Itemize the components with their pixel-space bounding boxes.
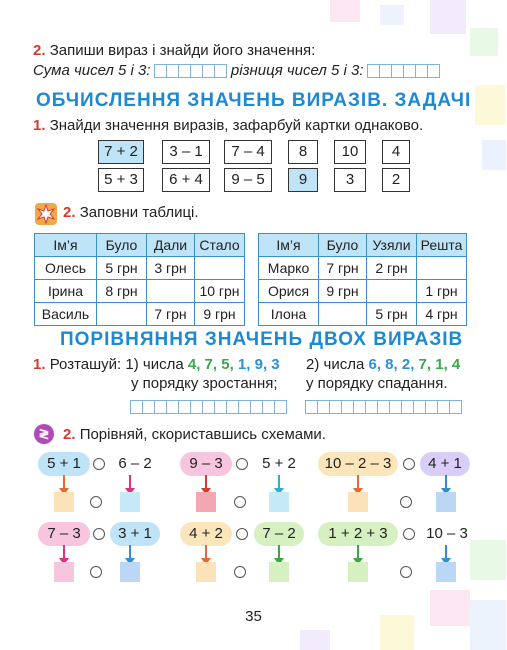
diff-label: різниця чисел 5 і 3:	[230, 62, 364, 79]
decor-square	[475, 85, 505, 125]
answer-square[interactable]	[54, 562, 74, 582]
expression-card[interactable]: 3 – 1	[162, 140, 210, 164]
arrow-icon	[205, 545, 207, 559]
compare-circle[interactable]	[234, 496, 246, 508]
decor-square	[380, 5, 404, 25]
answer-cell[interactable]	[147, 280, 195, 303]
answer-row	[306, 398, 462, 416]
page-number: 35	[245, 608, 262, 625]
table-cell: 1 грн	[417, 280, 467, 303]
expression-card[interactable]: 6 + 4	[162, 168, 210, 192]
expression: 6 – 2	[118, 455, 152, 472]
decor-square	[430, 0, 466, 34]
section-heading: ОБЧИСЛЕННЯ ЗНАЧЕНЬ ВИРАЗІВ. ЗАДАЧІ	[36, 90, 472, 111]
table-given	[34, 233, 245, 326]
task-text: Запиши вираз і знайди його значення:	[49, 42, 316, 59]
star-icon	[35, 203, 57, 225]
table-cell: 10 грн	[195, 280, 245, 303]
answer-cells[interactable]	[368, 64, 440, 78]
task-part2	[306, 356, 460, 373]
task-instruction	[33, 356, 280, 373]
table-cell: 9 грн	[319, 280, 367, 303]
value-card[interactable]: 3	[334, 168, 366, 192]
expression-oval: 5 + 1	[38, 452, 90, 476]
task-number: 2.	[63, 204, 76, 221]
part2-order: у порядку спадання.	[306, 375, 448, 392]
value-card[interactable]: 9	[288, 168, 318, 192]
table-cell: 2 грн	[367, 257, 417, 280]
value-card[interactable]: 10	[334, 140, 366, 164]
compare-circle[interactable]	[400, 566, 412, 578]
expression-oval: 7 – 3	[38, 522, 90, 546]
arrow-icon	[63, 545, 65, 559]
answer-cells[interactable]	[131, 400, 287, 414]
task-instruction	[33, 117, 423, 134]
task-number: 2.	[63, 426, 76, 443]
expression-oval: 3 + 1	[110, 522, 160, 546]
answer-cell[interactable]	[319, 303, 367, 326]
arrow-icon	[129, 545, 131, 559]
compare-circle[interactable]	[90, 566, 102, 578]
sum-label: Сума чисел 5 і 3:	[33, 62, 151, 79]
table-row	[35, 280, 245, 303]
arrow-icon	[357, 545, 359, 559]
table-cell: 5 грн	[97, 257, 147, 280]
task-lead: Розташуй:	[49, 356, 122, 373]
compare-icon: ≷	[34, 424, 54, 444]
compare-circle[interactable]	[93, 458, 105, 470]
expression-oval: 10 – 2 – 3	[318, 452, 398, 476]
section-heading: ПОРІВНЯННЯ ЗНАЧЕНЬ ДВОХ ВИРАЗІВ	[60, 329, 464, 350]
table-cell: 8 грн	[97, 280, 147, 303]
table-header: Дали	[147, 234, 195, 257]
compare-circle[interactable]	[400, 496, 412, 508]
expression-card[interactable]: 5 + 3	[98, 168, 144, 192]
compare-circle[interactable]	[403, 528, 415, 540]
table-row	[35, 303, 245, 326]
task-text: Заповни таблиці.	[79, 204, 199, 221]
decor-square	[482, 140, 506, 170]
compare-circle[interactable]	[93, 528, 105, 540]
task-text: Знайди значення виразів, зафарбуй картки однаково.	[49, 117, 424, 134]
table-cell: 5 грн	[367, 303, 417, 326]
task-number: 1.	[33, 117, 46, 134]
answer-square[interactable]	[196, 492, 216, 512]
answer-cells[interactable]	[306, 400, 462, 414]
task-instruction	[63, 204, 199, 221]
table-cell: Орися	[259, 280, 319, 303]
expression-card[interactable]: 7 + 2	[98, 140, 144, 164]
decor-square	[470, 540, 506, 580]
part1-label: 1) числа	[125, 356, 184, 373]
expression-line	[33, 62, 440, 79]
table-cell: Марко	[259, 257, 319, 280]
answer-cells[interactable]	[155, 64, 227, 78]
table-cell: 7 грн	[319, 257, 367, 280]
table-header: Було	[319, 234, 367, 257]
table-cell: 3 грн	[147, 257, 195, 280]
table-cell: Василь	[35, 303, 97, 326]
arrow-icon	[445, 545, 447, 559]
task-text: Порівняй, скориставшись схемами.	[79, 426, 326, 443]
task-number: 2.	[33, 42, 46, 59]
table-header: Решта	[417, 234, 467, 257]
answer-cell[interactable]	[367, 280, 417, 303]
table-header: Ім’я	[259, 234, 319, 257]
compare-circle[interactable]	[234, 566, 246, 578]
table-row	[259, 303, 467, 326]
answer-cell[interactable]	[417, 257, 467, 280]
table-header: Узяли	[367, 234, 417, 257]
table-row	[259, 257, 467, 280]
value-card[interactable]: 8	[288, 140, 318, 164]
task-instruction	[63, 426, 326, 443]
table-header: Стало	[195, 234, 245, 257]
arrow-icon	[205, 475, 207, 489]
expression-oval: 1 + 2 + 3	[318, 522, 398, 546]
value-card[interactable]: 4	[382, 140, 410, 164]
part1-order: у порядку зростання;	[131, 375, 278, 392]
expression-oval: 7 – 2	[254, 522, 304, 546]
expression: 10 – 3	[426, 525, 468, 542]
arrow-icon	[129, 475, 131, 489]
table-row	[35, 257, 245, 280]
table-header: Було	[97, 234, 147, 257]
answer-square[interactable]	[269, 562, 289, 582]
task-number: 1.	[33, 356, 46, 373]
value-card[interactable]: 2	[382, 168, 410, 192]
answer-square[interactable]	[54, 492, 74, 512]
answer-cell[interactable]	[97, 303, 147, 326]
table-taken	[258, 233, 467, 326]
expression: 5 + 2	[262, 455, 296, 472]
number-list: 4, 7, 5, 1, 9, 3	[187, 356, 280, 373]
answer-square[interactable]	[348, 492, 368, 512]
answer-square[interactable]	[436, 492, 456, 512]
arrow-icon	[445, 475, 447, 489]
answer-square[interactable]	[269, 492, 289, 512]
table-header: Ім’я	[35, 234, 97, 257]
decor-square	[470, 28, 498, 56]
table-cell: Ілона	[259, 303, 319, 326]
table-cell: Олесь	[35, 257, 97, 280]
expression-card[interactable]: 9 – 5	[224, 168, 272, 192]
compare-circle[interactable]	[236, 458, 248, 470]
expression-oval: 9 – 3	[180, 452, 232, 476]
arrow-icon	[63, 475, 65, 489]
answer-square[interactable]	[120, 492, 140, 512]
answer-square[interactable]	[348, 562, 368, 582]
arrow-icon	[357, 475, 359, 489]
task-instruction	[33, 42, 315, 59]
number-list: 6, 8, 2, 7, 1, 4	[368, 356, 461, 373]
table-cell: 9 грн	[195, 303, 245, 326]
part2-label: 2) числа	[306, 356, 365, 373]
arrow-icon	[278, 475, 280, 489]
compare-circle[interactable]	[403, 458, 415, 470]
expression-card[interactable]: 7 – 4	[224, 140, 272, 164]
arrow-icon	[278, 545, 280, 559]
compare-circle[interactable]	[90, 496, 102, 508]
answer-row	[131, 398, 287, 416]
table-row	[259, 280, 467, 303]
compare-circle[interactable]	[236, 528, 248, 540]
table-cell: 4 грн	[417, 303, 467, 326]
decor-square	[300, 630, 330, 650]
answer-square[interactable]	[196, 562, 216, 582]
expression-oval: 4 + 2	[180, 522, 232, 546]
expression-oval: 4 + 1	[420, 452, 470, 476]
answer-cell[interactable]	[195, 257, 245, 280]
decor-square	[330, 0, 360, 22]
answer-square[interactable]	[120, 562, 140, 582]
table-cell: 7 грн	[147, 303, 195, 326]
table-cell: Ірина	[35, 280, 97, 303]
answer-square[interactable]	[436, 562, 456, 582]
